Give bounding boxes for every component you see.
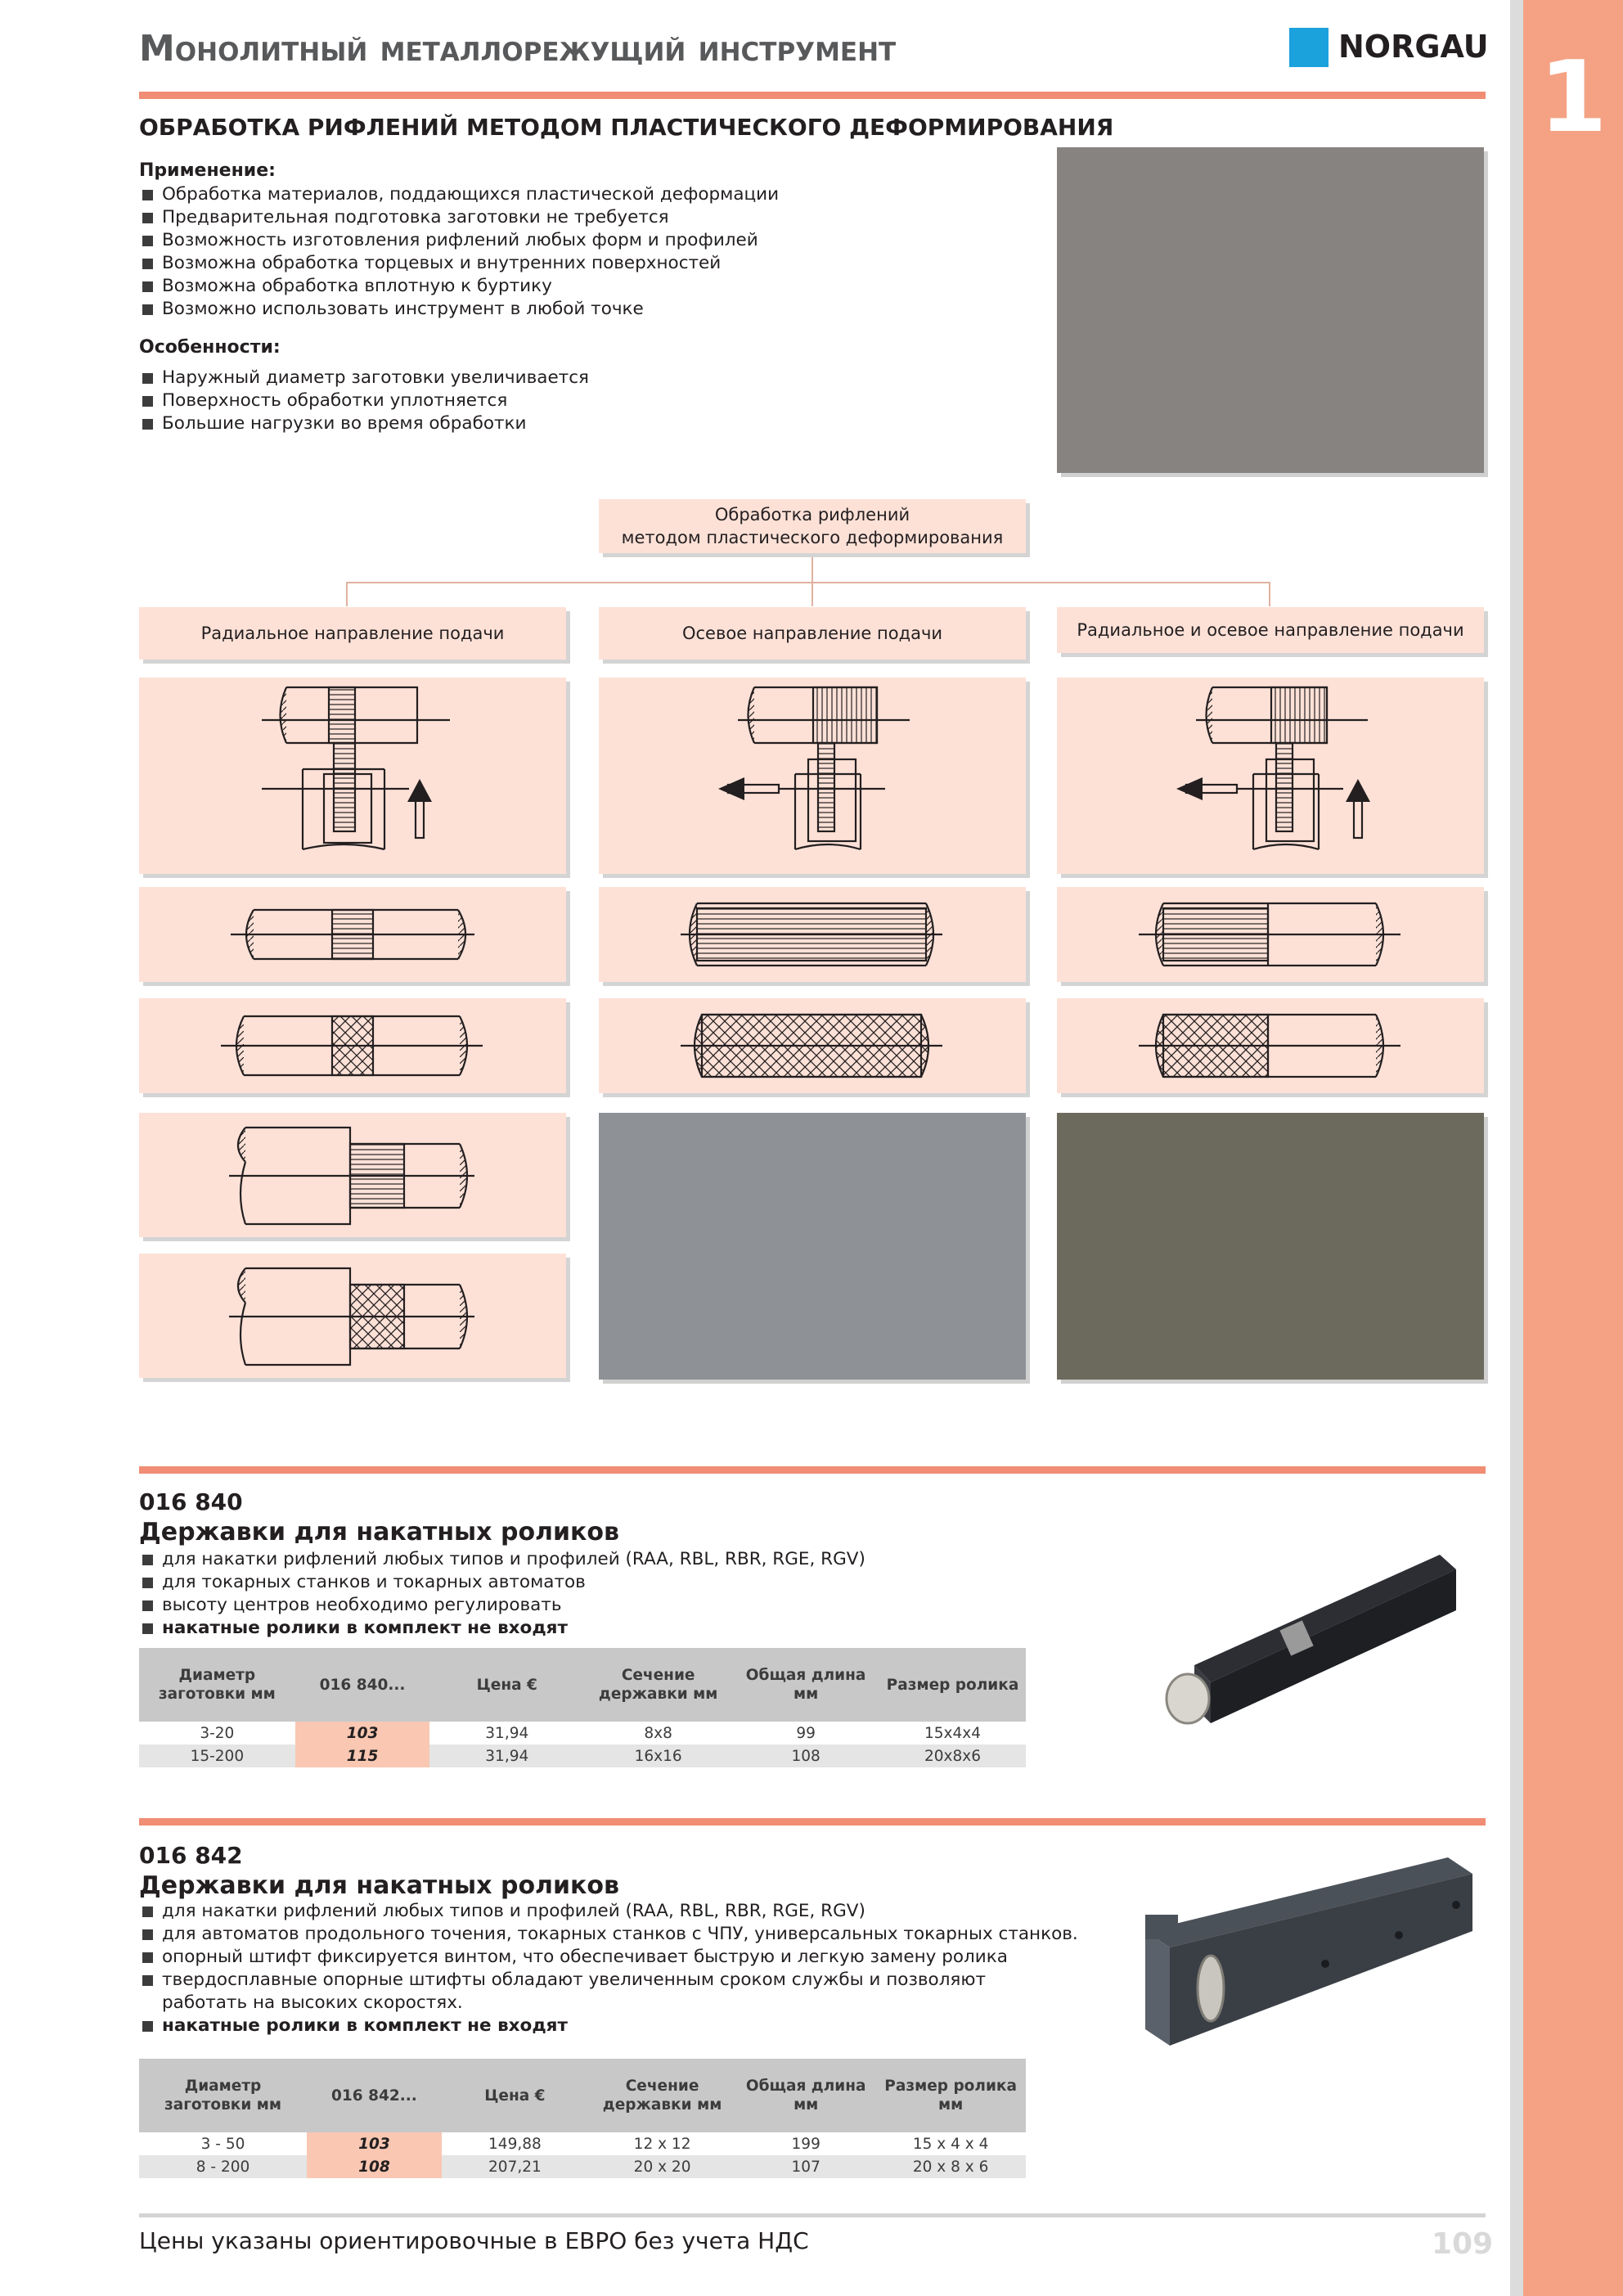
list-item: Возможна обработка торцевых и внутренних поверхностей [139, 252, 779, 275]
diagram-root-line2: методом пластического деформирования [621, 528, 1004, 547]
result-face-straight [139, 1113, 566, 1237]
table-header: 016 840... [295, 1648, 430, 1722]
list-item: Поверхность обработки уплотняется [139, 389, 589, 412]
application-list [139, 183, 779, 321]
tree-connector [346, 582, 1270, 583]
list-item: накатные ролики в комплект не входят [139, 2015, 1039, 2037]
table-cell: 3 - 50 [200, 2135, 245, 2153]
list-item: накатные ролики в комплект не входят [139, 1617, 865, 1640]
features-label: Особенности: [139, 337, 281, 358]
table-header: Диаметр заготовки мм [139, 1648, 295, 1722]
table-cell: 16x16 [584, 1745, 732, 1767]
table-header: Общая длина мм [732, 1648, 879, 1722]
article-code: 115 [295, 1745, 430, 1767]
tree-connector [812, 582, 813, 606]
table-header: Цена € [442, 2059, 588, 2132]
schematic-radial-feed [139, 678, 566, 874]
article-code: 103 [307, 2132, 442, 2155]
table-header: Размер ролика мм [875, 2059, 1026, 2132]
list-item: Наружный диаметр заготовки увеличивается [139, 367, 589, 389]
branch-radial: Радиальное направление подачи [139, 607, 566, 660]
product1-divider [139, 1466, 1486, 1474]
list-item: Большие нагрузки во время обработки [139, 412, 589, 435]
brand-logo-icon [1289, 28, 1329, 67]
list-item: Возможна обработка вплотную к буртику [139, 275, 779, 298]
features-list [139, 367, 589, 435]
table-cell: 149,88 [488, 2135, 542, 2153]
schematic-radial-axial-feed [1057, 678, 1484, 874]
article-code: 103 [295, 1722, 430, 1745]
product2-divider [139, 1818, 1486, 1826]
product2-title: Державки для накатных роликов [139, 1871, 620, 1900]
product2-number: 016 842 [139, 1842, 243, 1869]
list-item: для автоматов продольного точения, токарных станков с ЧПУ, универсальных токарных станков. [139, 1923, 1039, 1946]
list-item: твердосплавные опорные штифты обладают увеличенным сроком службы и позволяют работать на высоких скоростях. [139, 1969, 1045, 2015]
chapter-number: 1 [1539, 41, 1607, 155]
table-header: Диаметр заготовки мм [139, 2059, 307, 2132]
diagram-root-line1: Обработка рифлений [714, 505, 910, 524]
table-cell: 15x4x4 [924, 1724, 981, 1742]
branch-axial: Осевое направление подачи [599, 607, 1026, 660]
tree-connector [1269, 582, 1270, 606]
list-item: Возможность изготовления рифлений любых форм и профилей [139, 229, 779, 252]
table-cell: 199 [791, 2135, 820, 2153]
table-header: Размер ролика [879, 1648, 1026, 1722]
table-row [139, 2155, 1026, 2178]
result-cross-radial-axial [1057, 998, 1484, 1093]
application-label: Применение: [139, 160, 276, 181]
table-cell: 8x8 [644, 1724, 672, 1742]
knurling-lathe-photo [1057, 147, 1484, 473]
brand-name: NORGAU [1338, 29, 1489, 65]
table-cell: 107 [736, 2155, 875, 2178]
table-header: 016 842... [307, 2059, 442, 2132]
product1-number: 016 840 [139, 1488, 243, 1515]
knurl-holder-016842-image [1129, 1841, 1489, 2070]
table-cell: 8 - 200 [139, 2155, 307, 2178]
table-cell: 31,94 [485, 1724, 529, 1742]
branch-radial-axial: Радиальное и осевое направление подачи [1057, 607, 1484, 653]
footer-note: Цены указаны ориентировочные в ЕВРО без учета НДС [139, 2227, 809, 2254]
list-item: для накатки рифлений любых типов и профилей (RAA, RBL, RBR, RGE, RGV) [139, 1900, 1039, 1923]
diagram-root-box [599, 499, 1026, 553]
result-straight-radial [139, 887, 566, 982]
page-number: 109 [1432, 2227, 1494, 2261]
schematic-axial-feed [599, 678, 1026, 874]
table-row [139, 1722, 1026, 1745]
product2-table [139, 2059, 1026, 2178]
section-subtitle: ОБРАБОТКА РИФЛЕНИЙ МЕТОДОМ ПЛАСТИЧЕСКОГО ДЕФОРМИРОВАНИЯ [139, 114, 1114, 141]
table-header: Цена € [429, 1648, 584, 1722]
list-item: Обработка материалов, поддающихся пластической деформации [139, 183, 779, 206]
table-row [139, 1745, 1026, 1767]
list-item: для токарных станков и токарных автоматов [139, 1571, 865, 1594]
chapter-stripe [1523, 0, 1623, 2296]
product1-bullets [139, 1548, 865, 1640]
tree-connector [812, 557, 813, 583]
list-item: Возможно использовать инструмент в любой точке [139, 298, 779, 321]
table-header: Общая длина мм [736, 2059, 875, 2132]
list-item: высоту центров необходимо регулировать [139, 1594, 865, 1617]
knurling-process-photo [1057, 1113, 1484, 1380]
result-cross-radial [139, 998, 566, 1093]
table-cell: 108 [732, 1745, 879, 1767]
footer-divider [139, 2213, 1486, 2217]
list-item: опорный штифт фиксируется винтом, что обеспечивает быструю и легкую замену ролика [139, 1946, 1039, 1969]
page-title: Монолитный металлорежущий инструмент [139, 28, 897, 70]
table-cell: 20 x 8 x 6 [875, 2155, 1026, 2178]
header-divider [139, 92, 1486, 99]
side-grey-strip [1510, 0, 1523, 2296]
product1-title: Державки для накатных роликов [139, 1518, 620, 1546]
result-face-cross [139, 1254, 566, 1378]
list-item: Предварительная подготовка заготовки не требуется [139, 206, 779, 229]
table-row [139, 2132, 1026, 2155]
knurled-part-photo [599, 1113, 1026, 1380]
result-straight-radial-axial [1057, 887, 1484, 982]
table-cell: 31,94 [429, 1745, 584, 1767]
table-cell: 207,21 [442, 2155, 588, 2178]
product2-bullets [139, 1900, 1078, 2037]
table-cell: 20 x 20 [588, 2155, 736, 2178]
table-cell: 12 x 12 [633, 2135, 691, 2153]
table-cell: 3-20 [200, 1724, 235, 1742]
table-header: Сечение державки мм [588, 2059, 736, 2132]
table-cell: 15-200 [139, 1745, 295, 1767]
table-cell: 99 [796, 1724, 816, 1742]
list-item: для накатки рифлений любых типов и профилей (RAA, RBL, RBR, RGE, RGV) [139, 1548, 865, 1571]
result-straight-axial [599, 887, 1026, 982]
article-code: 108 [307, 2155, 442, 2178]
table-cell: 15 x 4 x 4 [912, 2135, 989, 2153]
tree-connector [346, 582, 348, 606]
result-cross-axial [599, 998, 1026, 1093]
product1-table [139, 1648, 1026, 1767]
knurl-holder-016840-image [1145, 1522, 1472, 1751]
table-header: Сечение державки мм [584, 1648, 732, 1722]
table-cell: 20x8x6 [879, 1745, 1026, 1767]
